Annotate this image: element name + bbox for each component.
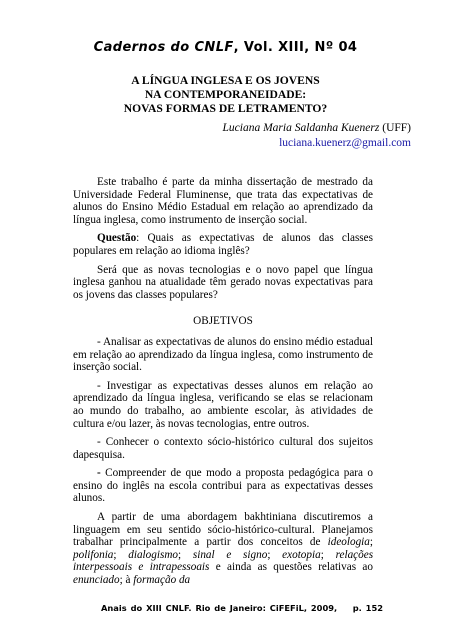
sep: ; à bbox=[119, 574, 134, 587]
title-line-3: NOVAS FORMAS DE LETRAMENTO? bbox=[123, 102, 328, 115]
article-title bbox=[40, 74, 411, 116]
term-formacao: formação da bbox=[133, 574, 191, 587]
objective-4 bbox=[73, 467, 373, 505]
term-enunciado: enunciado bbox=[73, 574, 120, 587]
intro-paragraph: Este trabalho é parte da minha dissertação de mestrado da Universidade Federal Fluminense, que trata das expectativas de alunos do Ensino Médio Estadual em relação ao aprendizado da língua inglesa, como instrumento de inserção social. bbox=[73, 176, 373, 226]
question-label: Questão bbox=[97, 232, 137, 245]
page-footer: Anais do XIII CNLF. Rio de Janeiro: CiFEFiL, 2009, p. 152 bbox=[100, 603, 383, 613]
objective-4-dash: - bbox=[97, 467, 101, 480]
objective-4-text: Compreender de que modo a proposta pedagógica para o ensino do inglês na escola contribui para as expectativas desses alunos. bbox=[73, 467, 373, 505]
sep: ; bbox=[178, 548, 193, 561]
author-line bbox=[223, 121, 412, 136]
paragraph-3: Será que as novas tecnologias e o novo papel que língua inglesa ganhou na atualidade têm gerado novas expectativas para os jovens das classes populares? bbox=[73, 263, 373, 301]
title-line-1: A LÍNGUA INGLESA E OS JOVENS bbox=[131, 74, 320, 87]
author-name: Luciana Maria Saldanha Kuenerz bbox=[222, 122, 380, 134]
title-line-2: NA CONTEMPORANEIDADE: bbox=[144, 88, 307, 101]
sep: ; bbox=[267, 548, 283, 561]
term-exotopia: exotopia bbox=[282, 548, 321, 561]
objective-1: - Analisar as expectativas de alunos do ensino médio estadual em relação ao aprendizado da língua inglesa, como instrumento de inserção social. bbox=[73, 335, 373, 374]
term-ideologia: ideologia bbox=[327, 536, 370, 549]
final-text-a: A partir de uma abordagem bakhtiniana discutiremos a linguagem em seu sentido sócio-histórico-cultural. Planejamos trabalhar principalmente a partir dos conceitos de bbox=[73, 511, 373, 549]
author-affiliation: (UFF) bbox=[379, 122, 411, 134]
question-paragraph bbox=[73, 232, 373, 257]
question-text: : Quais as expectativas de alunos das classes populares em relação ao idioma inglês? bbox=[73, 232, 373, 257]
journal-header bbox=[0, 40, 451, 55]
journal-volume: , Vol. XIII, Nº 04 bbox=[233, 40, 358, 55]
objective-3: - Conhecer o contexto sócio-histórico cultural dos sujeitos dapesquisa. bbox=[73, 436, 373, 461]
author-block bbox=[223, 121, 412, 151]
author-email-link[interactable]: luciana.kuenerz@gmail.com bbox=[279, 137, 411, 149]
term-dialogismo: dialogismo bbox=[128, 548, 178, 561]
objective-2: - Investigar as expectativas desses alunos em relação ao aprendizado da língua inglesa, verificando se elas se relacionam ao mundo do trabalho, ao ambiente escolar, às atividades de cultura e/ou lazer, às novas tecnologias, entre outros. bbox=[73, 379, 373, 430]
section-heading: OBJETIVOS bbox=[193, 315, 253, 328]
term-polifonia: polifonia bbox=[73, 548, 114, 561]
journal-name: Cadernos do CNLF bbox=[93, 40, 234, 55]
term-relacoes: relações interpessoais e intrapessoais bbox=[73, 548, 374, 574]
final-paragraph bbox=[73, 511, 373, 587]
final-text-mid: e ainda as questões relativas ao bbox=[209, 561, 373, 574]
sep: ; bbox=[113, 548, 129, 561]
term-sinal-signo: sinal e signo bbox=[192, 548, 268, 561]
article-body bbox=[73, 176, 373, 593]
sep: ; bbox=[320, 548, 336, 561]
sep: ; bbox=[369, 536, 373, 549]
